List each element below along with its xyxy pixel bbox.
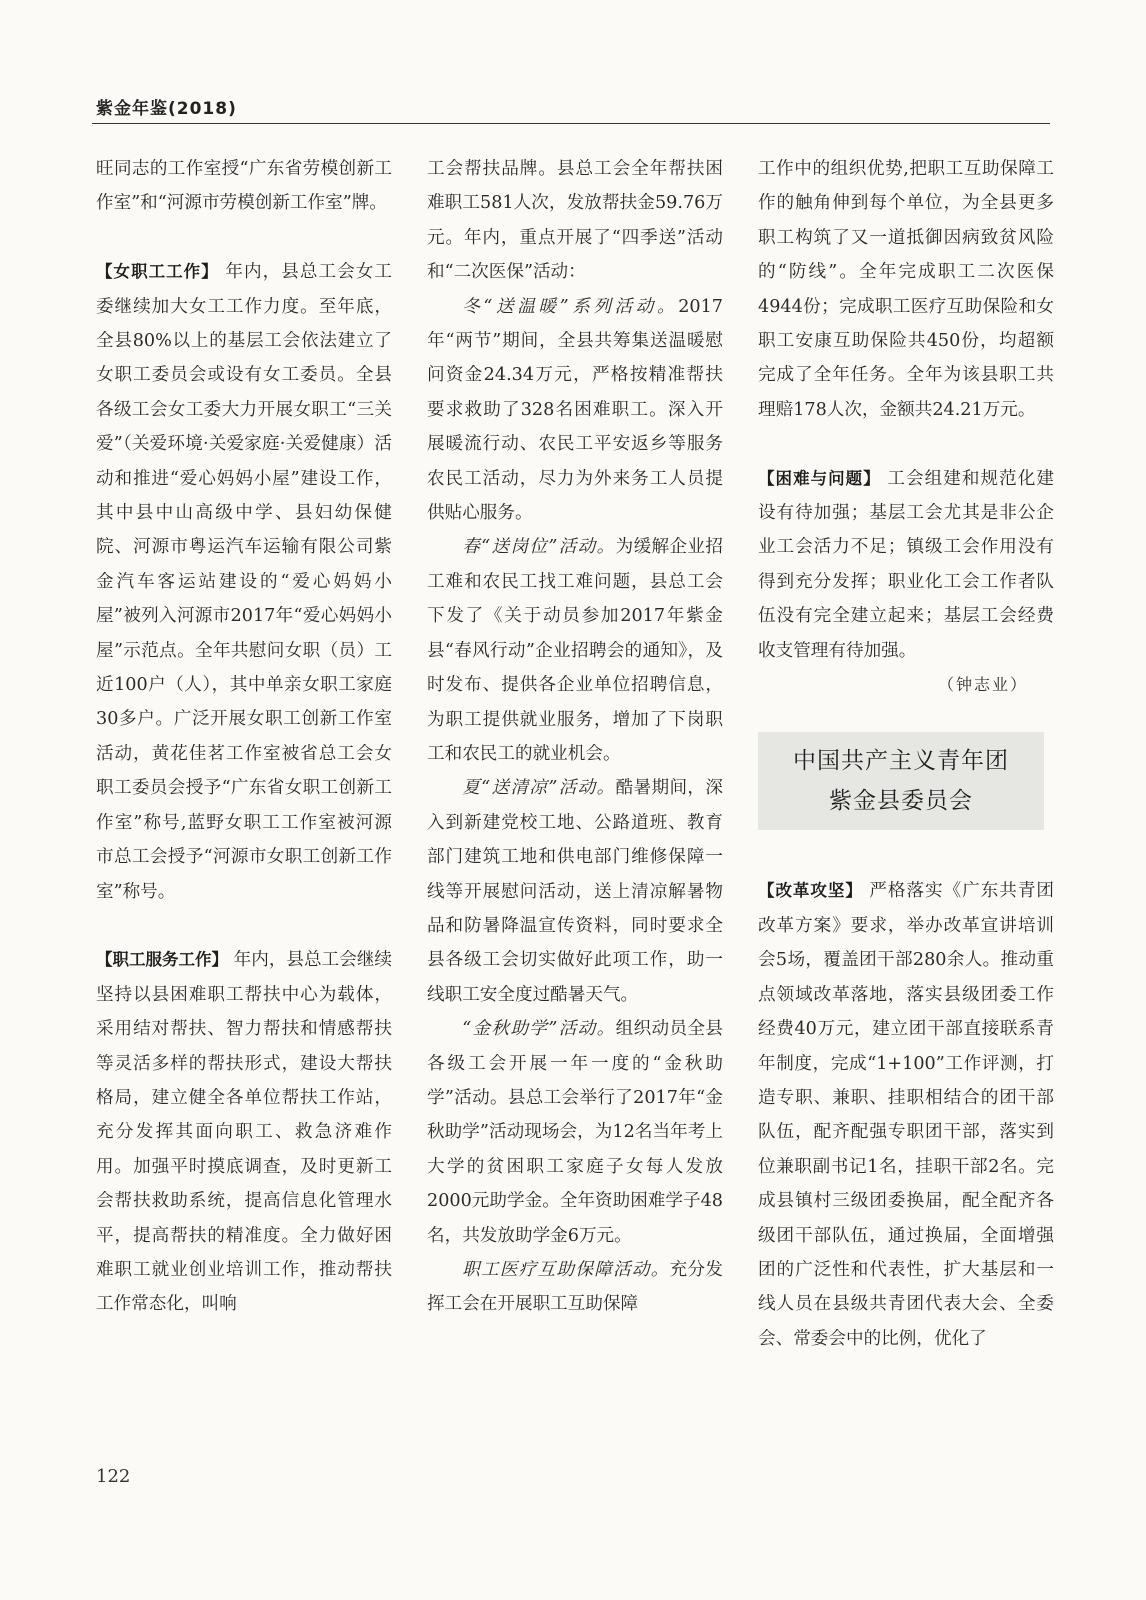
section-text: 严格落实《广东共青团改革方案》要求，举办改革宣讲培训会5场，覆盖团干部280余人。推动重点领域改革落地，落实县级团委工作经费40万元，建立团干部直接联系青年制度，完成“1+100”工作评测，打造专职、兼职、挂职相结合的团干部队伍，配齐配强专职团干部，落实到位兼职副书记1名，挂职干部2名。完成县镇村三级团委换届，配全配齐各级团干部队伍，通过换届，全面增强团的广泛性和代表性，扩大基层和一线人员在县级共青团代表大会、全委会、常委会中的比例，优化了 [758,881,1054,1349]
section-worker-services [96,943,392,1321]
spacer [96,221,392,255]
paragraph: 旺同志的工作室授“广东省劳模创新工作室”和“河源市劳模创新工作室”牌。 [96,159,392,214]
subheading: “金秋助学”活动。 [462,1019,616,1040]
organization-heading [758,732,1044,830]
autumn-activity [427,1012,723,1253]
subtext: 酷暑期间，深入到新建党校工地、公路道班、教育部门建筑工地和供电部门维修保障一线等开展慰问活动，送上清凉解暑物品和防暑降温宣传资料，同时要求全县各级工会切实做好此项工作，助一线职工安全度过酷暑天气。 [427,778,723,1005]
section-keyword: 【困难与问题】 [758,468,881,488]
subheading: 春“送岗位”活动。 [462,537,616,558]
running-header: 紫金年鉴(2018) [96,99,237,119]
subheading: 职工医疗互助保障活动。 [462,1260,670,1280]
spring-activity [427,530,723,771]
subtext: 2017年“两节”期间，全县共筹集送温暖慰问资金24.34万元，严格按精准帮扶要求救助了328名困难职工。深入开展暖流行动、农民工平安返乡等服务农民工活动，尽力为外来务工人员提供贴心服务。 [427,296,723,524]
section-text: 年内，县总工会继续坚持以县困难职工帮扶中心为载体，采用结对帮扶、智力帮扶和情感帮扶等灵活多样的帮扶形式，建设大帮扶格局，建立健全各单位帮扶工作站，充分发挥其面向职工、救急济难作用。加强平时摸底调查，及时更新工会帮扶救助系统，提高信息化管理水平，提高帮扶的精准度。全力做好困难职工就业创业培训工作，推动帮扶工作常态化，叫响 [96,950,393,1315]
section-text: 年内，县总工会女工委继续加大女工工作力度。至年底，全县80%以上的基层工会依法建立了女职工委员会或设有女工委员。全县各级工会女工委大力开展女职工“三关爱”（关爱环境·关爱家庭·关爱健康）活动和推进“爱心妈妈小屋”建设工作，其中县中山高级中学、县妇幼保健院、河源市粤运汽车运输有限公司紫金汽车客运站建设的“爱心妈妈小屋”被列入河源市2017年“爱心妈妈小屋”示范点。全年共慰问女职（员）工近100户（人），其中单亲女职工家庭30多户。广泛开展女职工创新工作室活动，黄花佳茗工作室被省总工会女职工委员会授予“广东省女职工创新工作室”称号,蓝野女职工工作室被河源市总工会授予“河源市女职工创新工作室”称号。 [96,262,393,902]
paragraph: 工作中的组织优势,把职工互助保障工作的触角伸到每个单位，为全县更多职工构筑了又一道抵御因病致贫风险的“防线”。全年完成职工二次医保4944份；完成职工医疗互助保险和女职工安康互助保险共450份，均超额完成了全年任务。全年为该县职工共理赔178人次，金额共24.21万元。 [758,159,1054,420]
page-number: 122 [96,1466,131,1487]
header-rule [92,123,1050,124]
section-difficulties [758,462,1054,668]
section-reform [758,874,1054,1356]
column-2 [427,152,723,1322]
author-credit: （钟志业） [937,675,1028,695]
organization-name-line1: 中国共产主义青年团 [793,748,1009,775]
section-keyword: 【改革攻坚】 [758,881,863,901]
section-keyword: 【职工服务工作】 [96,950,229,970]
column-3 [758,152,1054,1356]
subtext: 为缓解企业招工难和农民工找工难问题，县总工会下发了《关于动员参加2017年紫金县“春风行动”企业招聘会的通知》，及时发布、提供各企业单位招聘信息，为职工提供就业服务，增加了下岗职工和农民工的就业机会。 [427,537,723,764]
subheading: 夏“送清凉”活动。 [462,778,616,799]
section-womens-work [96,255,392,909]
section-text: 工会组建和规范化建设有待加强；基层工会尤其是非公企业工会活力不足；镇级工会作用没有得到充分发挥；职业化工会工作者队伍没有完全建立起来；基层工会经费收支管理有待加强。 [758,468,1055,661]
organization-name-line2: 紫金县委员会 [829,788,973,815]
winter-activity [427,290,723,531]
subtext: 充分发挥工会在开展职工互助保障 [427,1260,723,1315]
spacer [758,427,1054,461]
section-keyword: 【女职工工作】 [96,262,219,282]
subtext: 组织动员全县各级工会开展一年一度的“金秋助学”活动。县总工会举行了2017年“金秋助学”活动现场会，为12名当年考上大学的贫困职工家庭子女每人发放2000元助学金。全年资助困难学子48名，共发放助学金6万元。 [427,1019,723,1246]
spacer [96,909,392,943]
summer-activity [427,771,723,1012]
subheading: 冬“送温暖”系列活动。 [462,296,679,317]
medical-activity [427,1253,723,1322]
column-1 [96,152,392,1322]
paragraph: 工会帮扶品牌。县总工会全年帮扶困难职工581人次，发放帮扶金59.76万元。年内，重点开展了“四季送”活动和“二次医保”活动： [427,159,723,283]
